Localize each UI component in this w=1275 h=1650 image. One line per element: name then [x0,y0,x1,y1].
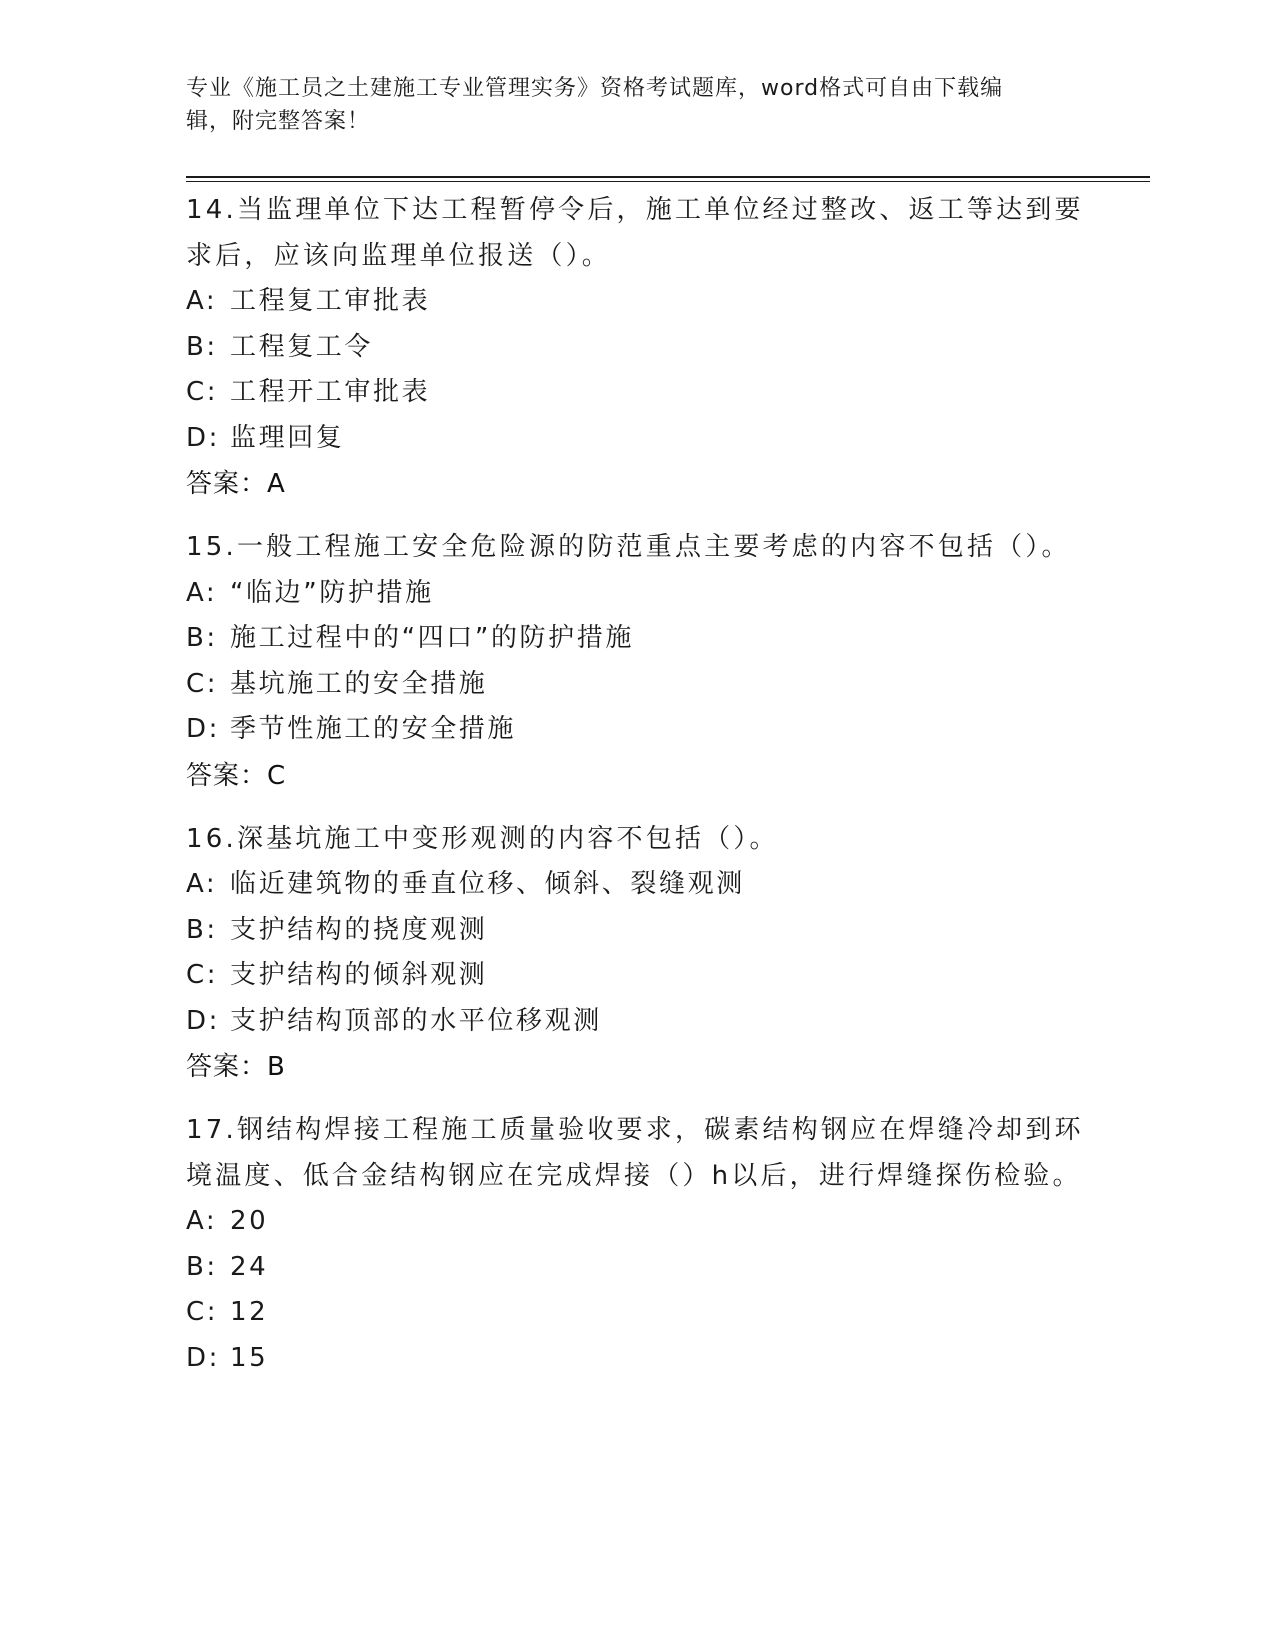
option-letter: D: [186,422,220,453]
header-line-2: 辑，附完整答案！ [186,109,371,134]
option-b [186,616,1086,662]
option-text: 工程开工审批表 [230,377,431,407]
option-c [186,662,1086,708]
option-text: 20 [230,1206,269,1236]
option-letter: B: [186,1251,218,1282]
option-c [186,953,1086,999]
option-letter: C: [186,377,219,407]
stem-line: 14.当监理单位下达工程暂停令后，施工单位经过整改、返工等达到要 [186,195,1084,225]
header-line-1: 专业《施工员之土建施工专业管理实务》资格考试题库，word格式可自由下载编 [186,76,1004,101]
option-letter: C: [186,1297,219,1327]
stem-line: 15.一般工程施工安全危险源的防范重点主要考虑的内容不包括（）。 [186,532,1071,562]
option-letter: D: [186,1342,220,1373]
option-letter: B: [186,914,218,945]
option-letter: A: [186,869,218,899]
option-text: “临边”防护措施 [230,577,434,608]
option-a [186,1199,1086,1245]
question-14 [186,188,1086,507]
stem-line: 求后，应该向监理单位报送（）。 [186,240,612,271]
option-text: 支护结构的倾斜观测 [230,960,488,990]
answer-line: 答案：A [186,469,286,499]
option-a [186,862,1086,908]
header-divider-thin [186,181,1150,182]
option-text: 支护结构的挠度观测 [230,914,488,945]
option-text: 监理回复 [230,422,345,453]
question-15 [186,525,1086,799]
option-letter: A: [186,577,218,608]
option-text: 工程复工令 [230,331,374,362]
option-d [186,1336,1086,1382]
option-d [186,999,1086,1045]
option-c [186,1290,1086,1336]
option-a [186,571,1086,617]
option-text: 施工过程中的“四口”的防护措施 [230,623,634,653]
option-letter: D: [186,714,220,744]
stem-line: 17.钢结构焊接工程施工质量验收要求，碳素结构钢应在焊缝冷却到环 [186,1115,1084,1145]
question-stem [186,188,1086,279]
question-stem [186,817,1086,863]
header-divider-thick [186,176,1150,178]
option-d [186,416,1086,462]
option-d [186,707,1086,753]
option-letter: C: [186,960,219,990]
option-text: 临近建筑物的垂直位移、倾斜、裂缝观测 [230,869,745,899]
option-b [186,1245,1086,1291]
option-letter: A: [186,1206,218,1236]
question-16 [186,817,1086,1091]
option-c [186,370,1086,416]
option-text: 12 [230,1297,269,1327]
option-text: 24 [230,1251,269,1282]
option-letter: B: [186,623,218,653]
stem-line: 16.深基坑施工中变形观测的内容不包括（）。 [186,823,779,854]
option-letter: A: [186,286,218,316]
option-text: 支护结构顶部的水平位移观测 [230,1005,602,1036]
answer-line: 答案：C [186,760,287,791]
option-letter: D: [186,1005,220,1036]
stem-line: 境温度、低合金结构钢应在完成焊接（）h以后，进行焊缝探伤检验。 [186,1160,1082,1191]
option-text: 工程复工审批表 [230,286,431,316]
question-stem [186,525,1086,571]
option-b [186,908,1086,954]
option-text: 基坑施工的安全措施 [230,668,488,699]
option-a [186,279,1086,325]
question-stem [186,1108,1086,1199]
question-17 [186,1108,1086,1381]
document-header [186,72,1066,138]
question-list [186,188,1086,1399]
option-b [186,325,1086,371]
option-letter: B: [186,331,218,362]
option-letter: C: [186,668,219,699]
option-text: 季节性施工的安全措施 [230,714,517,744]
option-text: 15 [230,1342,269,1373]
answer-line: 答案：B [186,1052,286,1082]
